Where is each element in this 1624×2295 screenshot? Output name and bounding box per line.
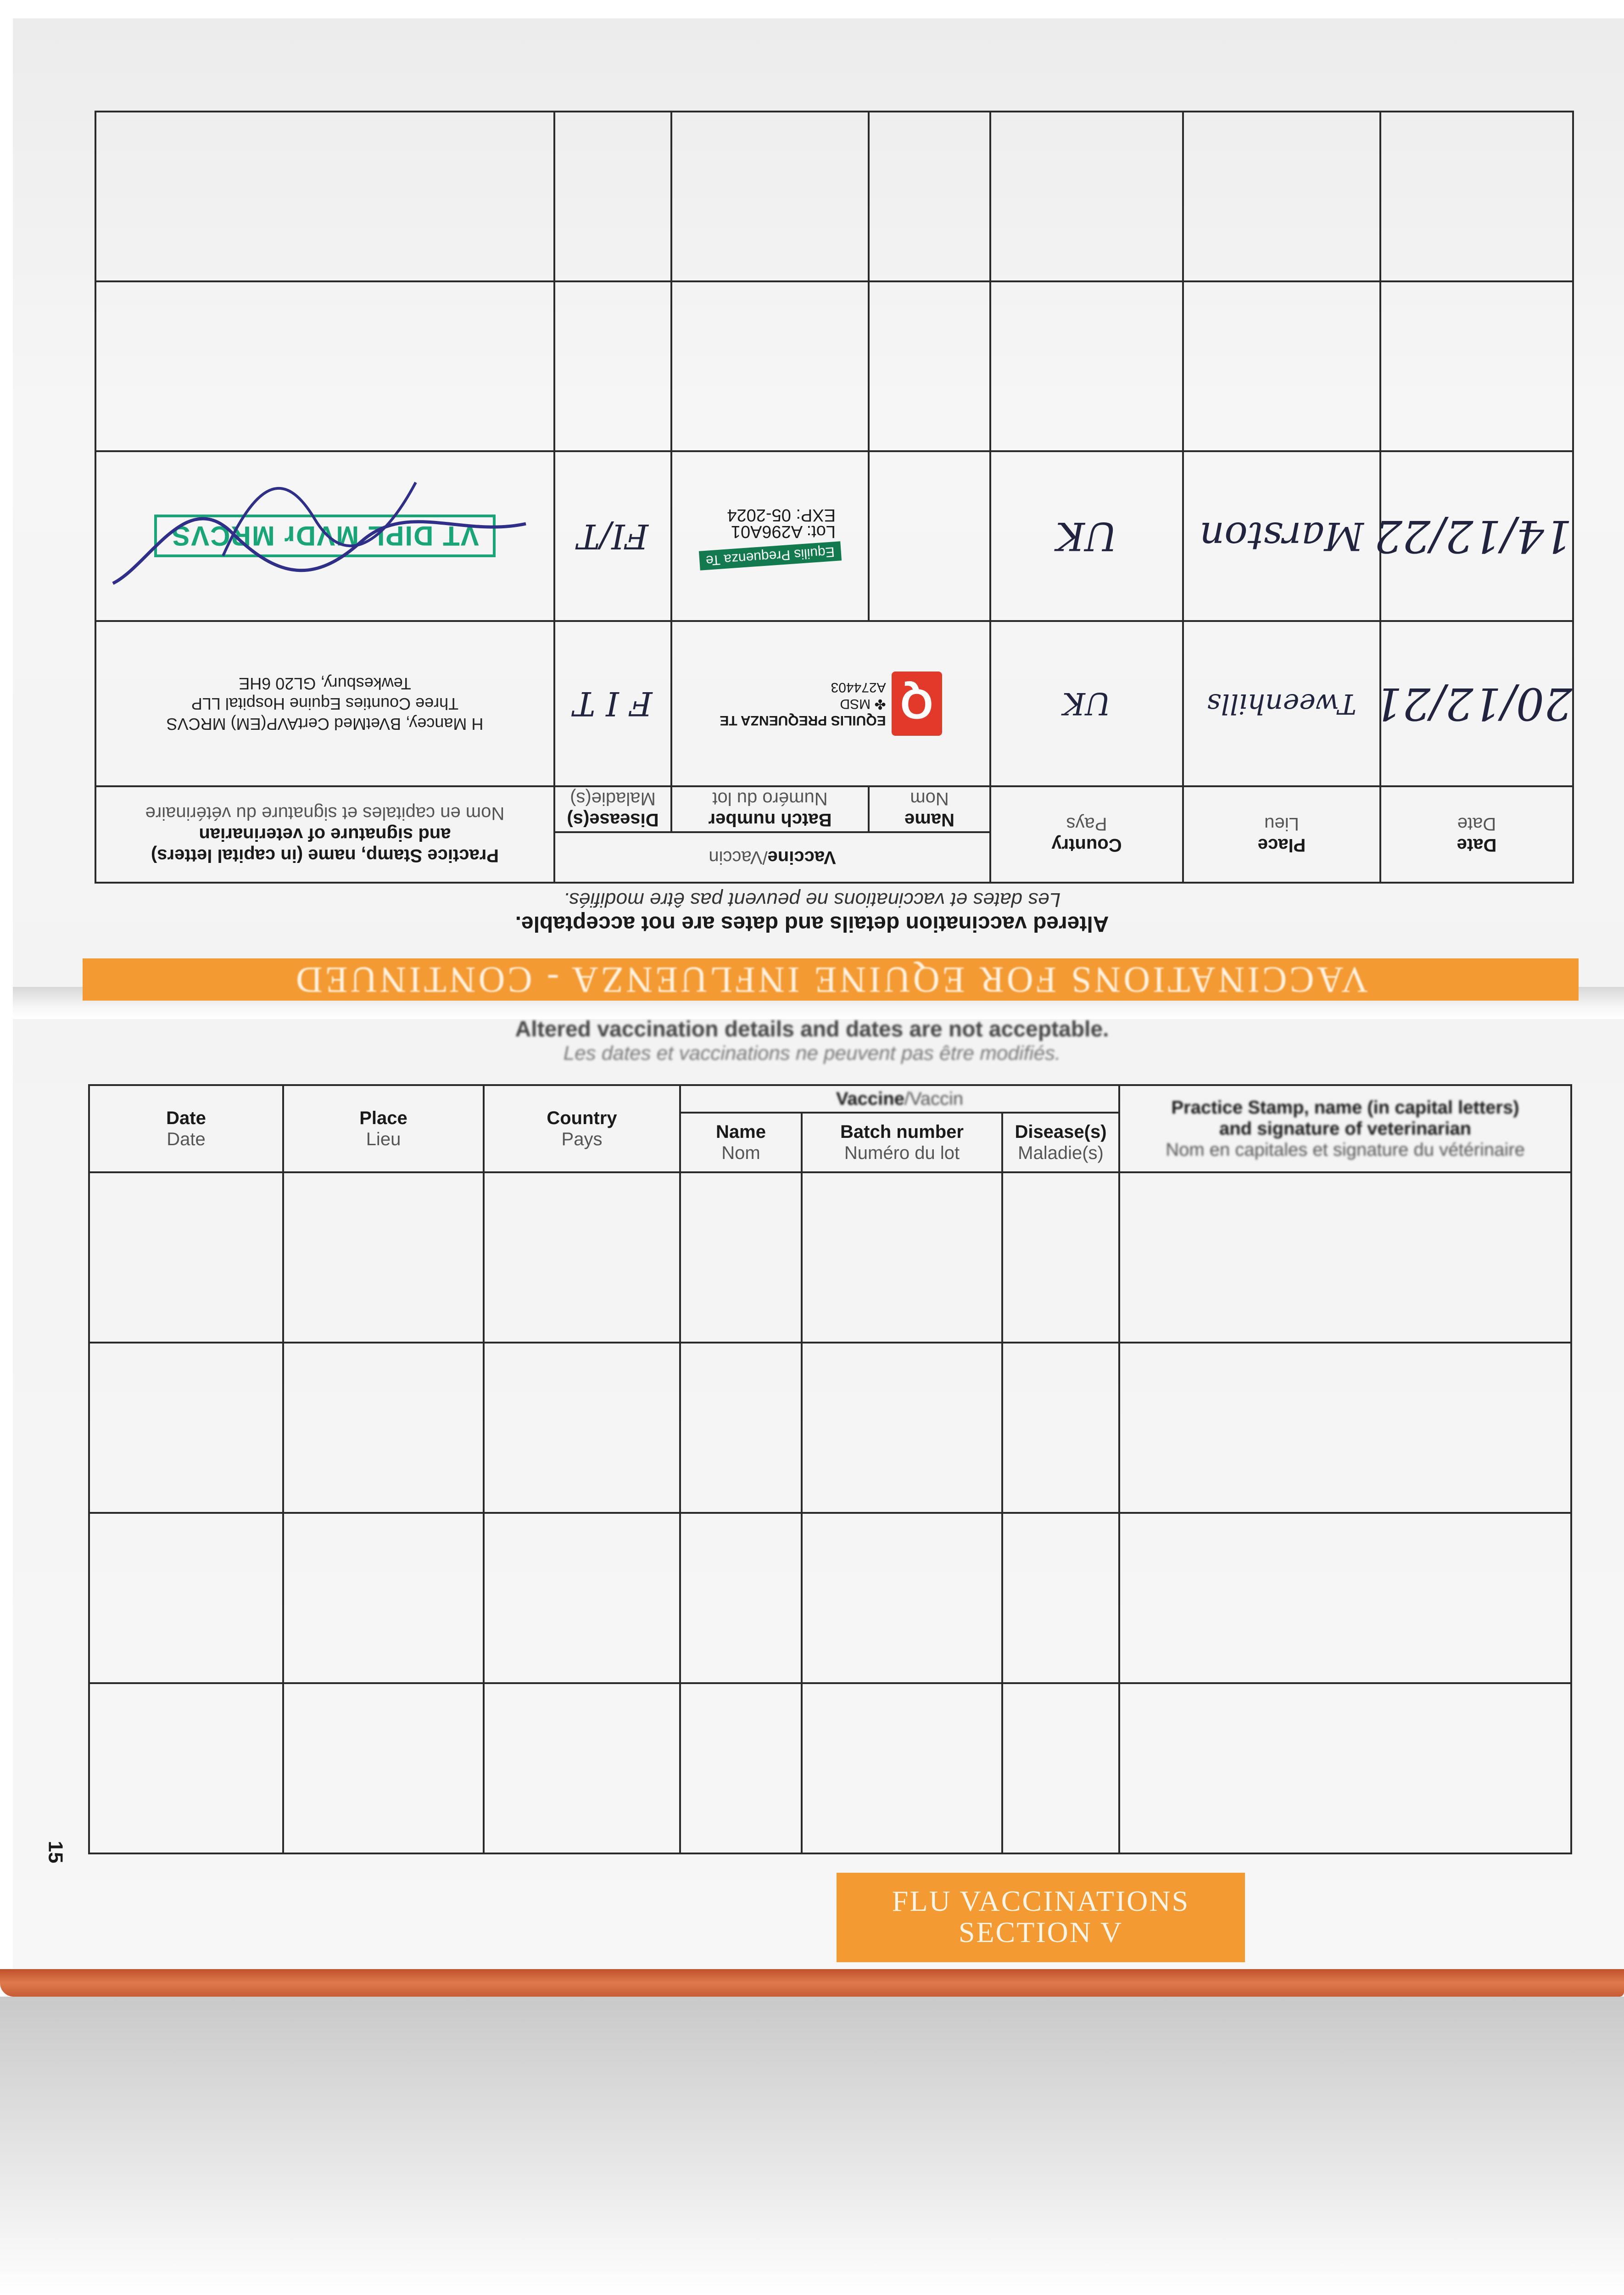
veterinarian-signature <box>95 450 553 620</box>
table-row <box>95 451 1573 621</box>
table-row <box>89 1683 1571 1853</box>
entry1-disease: F I T <box>554 621 671 786</box>
header-vaccine: Vaccine/Vaccin <box>554 832 990 883</box>
upper-banner: VACCINATIONS FOR EQUINE INFLUENZA - CONTINUED <box>83 958 1579 1001</box>
header-stamp: Practice Stamp, name (in capital letters) and signature of veterinarian Nom en capitales et signature du vétérinaire <box>1119 1085 1571 1172</box>
practice-stamp: VT DIPL MVDr MRCVS <box>154 515 496 558</box>
header-country: Country Pays <box>484 1085 680 1172</box>
header-date: Date Date <box>1380 786 1573 883</box>
upper-notice: Altered vaccination details and dates are not acceptable. Les dates et vaccinations ne peuvent pas être modifiés. <box>515 889 1109 936</box>
entry1-practice-stamp: H Mancey, BVetMed CertAVP(EM) MRCVS Three Counties Equine Hospital LLP Tewkesbury, GL20 6HE <box>95 621 554 786</box>
lower-notice: Altered vaccination details and dates are not acceptable. Les dates et vaccinations ne peuvent pas être modifiés. <box>515 1017 1109 1064</box>
header-name: Name Nom <box>680 1113 802 1172</box>
entry2-practice-stamp <box>95 451 554 621</box>
entry2-batch-label: Equilis Prequenza Te Lot: A296A01 EXP: 05-2024 <box>671 451 869 621</box>
entry2-date: 14/12/22 <box>1380 451 1573 621</box>
header-disease: Disease(s) Maladie(s) <box>554 786 671 832</box>
passport-cover-edge <box>0 1969 1624 1997</box>
equilis-logo-icon: Q <box>892 672 942 736</box>
header-name: Name Nom <box>869 786 990 832</box>
header-place: Place Lieu <box>283 1085 484 1172</box>
header-batch: Batch number Numéro du lot <box>802 1113 1002 1172</box>
table-row <box>95 621 1573 786</box>
table-row <box>89 1513 1571 1683</box>
header-batch: Batch number Numéro du lot <box>671 786 869 832</box>
header-stamp: Practice Stamp, name (in capital letters) and signature of veterinarian Nom en capitales et signature du vétérinaire <box>95 786 554 883</box>
header-place: Place Lieu <box>1183 786 1380 883</box>
table-row <box>95 281 1573 451</box>
lower-vaccination-table <box>88 1084 1572 1854</box>
table-row <box>89 1172 1571 1343</box>
header-vaccine: Vaccine/Vaccin <box>680 1085 1119 1113</box>
scan-background <box>0 1997 1624 2295</box>
table-row <box>89 1343 1571 1513</box>
header-date: Date Date <box>89 1085 283 1172</box>
entry1-place: Tweenhills <box>1183 621 1380 786</box>
table-row <box>95 112 1573 281</box>
header-country: Country Pays <box>990 786 1183 883</box>
entry1-vaccine-label: Q EQUILIS PREQUENZA TE ✤ MSD A274403 <box>671 621 990 786</box>
section-tab: FLU VACCINATIONS SECTION V <box>837 1873 1245 1962</box>
msd-logo-icon: ✤ <box>871 696 886 711</box>
entry2-name <box>869 451 990 621</box>
header-disease: Disease(s) Maladie(s) <box>1002 1113 1119 1172</box>
entry2-place: Marston <box>1183 451 1380 621</box>
entry2-country: UK <box>990 451 1183 621</box>
entry2-disease: FI/T <box>554 451 671 621</box>
upper-vaccination-table <box>95 111 1574 884</box>
vaccine-tag: Equilis Prequenza Te <box>698 541 841 570</box>
entry1-country: UK <box>990 621 1183 786</box>
entry1-date: 20/12/21 <box>1380 621 1573 786</box>
upper-table-rotated <box>96 112 1574 884</box>
page-number: 15 <box>44 1841 67 1864</box>
